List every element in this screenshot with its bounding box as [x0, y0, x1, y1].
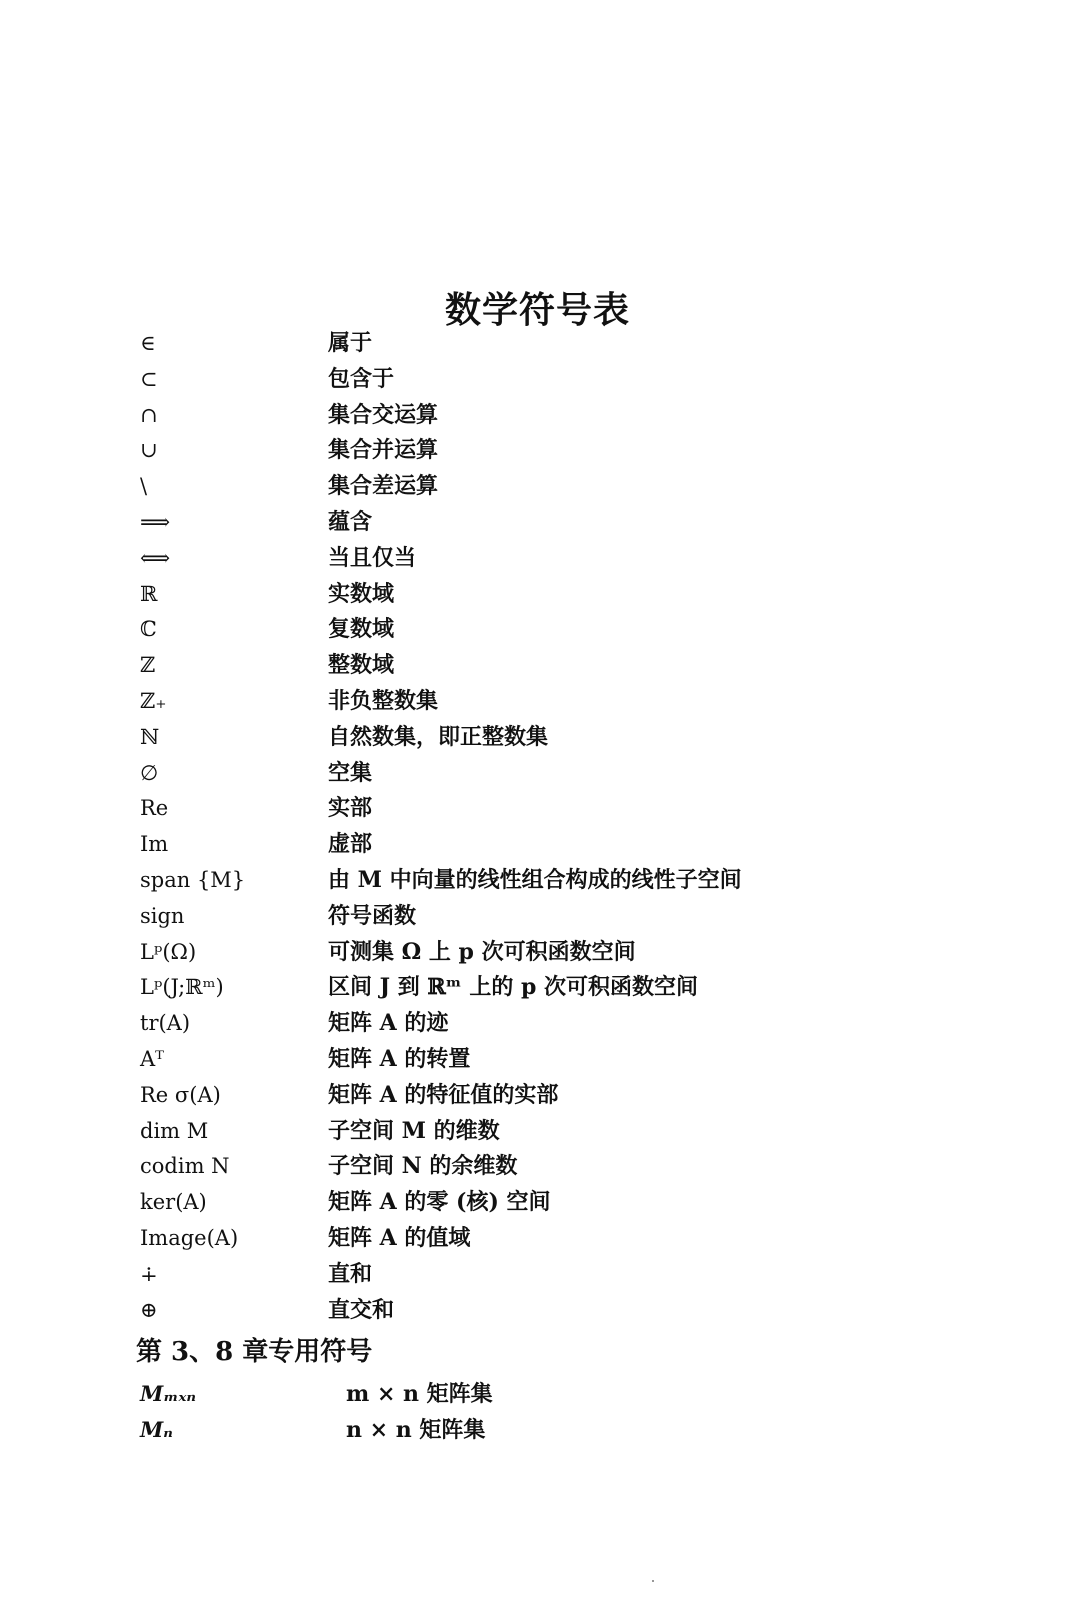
symbol-meaning: 集合交运算: [328, 401, 439, 428]
symbol-meaning: 集合并运算: [328, 437, 439, 464]
symbol: ⟹: [140, 509, 171, 534]
symbol-meaning: 整数域: [328, 652, 395, 679]
symbol-meaning: 符号函数: [328, 902, 417, 929]
symbol: Mₘₓₙ: [140, 1381, 197, 1406]
symbol-row: [0, 1078, 1075, 1114]
symbol-row: [0, 720, 1075, 756]
symbol-row: [0, 1006, 1075, 1042]
symbol-meaning: 直和: [328, 1260, 373, 1287]
symbol-row: [0, 899, 1075, 935]
symbol: Lᵖ(Ω): [140, 939, 197, 964]
symbol: Image(A): [140, 1225, 239, 1250]
symbol-meaning: 自然数集，即正整数集: [328, 723, 549, 750]
symbol-meaning: 矩阵 A 的特征值的实部: [328, 1081, 559, 1108]
symbol-meaning: 实部: [328, 795, 373, 822]
symbol-meaning: 子空间 N 的余维数: [328, 1153, 518, 1180]
symbol-row: [0, 505, 1075, 541]
symbol-table: [0, 326, 1075, 1328]
symbol: ℂ: [140, 617, 157, 642]
symbol: tr(A): [140, 1011, 191, 1036]
symbol: ℤ: [140, 653, 156, 678]
symbol-meaning: 空集: [328, 759, 373, 786]
symbol-meaning: 虚部: [328, 831, 373, 858]
symbol-meaning: 矩阵 A 的迹: [328, 1010, 449, 1037]
symbol-row: [0, 1412, 1075, 1448]
symbol: ∈: [140, 331, 156, 355]
symbol-row: [0, 935, 1075, 971]
symbol-meaning: n × n 矩阵集: [346, 1417, 486, 1443]
symbol-meaning: 复数域: [328, 616, 395, 643]
symbol-row: [0, 362, 1075, 398]
symbol-meaning: 可测集 Ω 上 p 次可积函数空间: [328, 938, 636, 965]
symbol-row: [0, 1221, 1075, 1257]
chapter-symbol-table: [0, 1376, 1075, 1448]
symbol-row: [0, 433, 1075, 469]
symbol-row: [0, 1293, 1075, 1329]
symbol-row: [0, 684, 1075, 720]
symbol-meaning: 区间 J 到 ℝᵐ 上的 p 次可积函数空间: [328, 974, 699, 1001]
symbol-row: [0, 541, 1075, 577]
symbol-meaning: 由 M 中向量的线性组合构成的线性子空间: [328, 866, 742, 893]
symbol: Lᵖ(J;ℝᵐ): [140, 975, 224, 1000]
symbol-meaning: 包含于: [328, 365, 395, 392]
symbol: ⊕: [140, 1297, 158, 1322]
symbol: Re: [140, 796, 169, 821]
symbol-row: [0, 1114, 1075, 1150]
symbol: ⟺: [140, 545, 171, 570]
symbol-meaning: m × n 矩阵集: [346, 1381, 493, 1407]
symbol: Mₙ: [140, 1417, 173, 1442]
symbol-row: [0, 970, 1075, 1006]
symbol: \: [140, 474, 148, 499]
symbol: span {M}: [140, 867, 246, 892]
symbol-row: [0, 648, 1075, 684]
symbol-row: [0, 326, 1075, 362]
symbol-row: [0, 791, 1075, 827]
symbol-meaning: 属于: [328, 330, 373, 356]
symbol: Re σ(A): [140, 1082, 221, 1107]
symbol: codim N: [140, 1154, 230, 1179]
symbol: ∪: [140, 438, 158, 463]
symbol-meaning: 直交和: [328, 1296, 395, 1323]
symbol-row: [0, 863, 1075, 899]
symbol-row: [0, 827, 1075, 863]
symbol-meaning: 矩阵 A 的值域: [328, 1224, 471, 1251]
symbol-row: [0, 469, 1075, 505]
symbol-row: [0, 756, 1075, 792]
symbol: Im: [140, 832, 169, 857]
symbol: ℕ: [140, 724, 160, 749]
symbol: ∔: [140, 1261, 158, 1286]
page-title: 数学符号表: [444, 289, 630, 332]
symbol-meaning: 矩阵 A 的零 (核) 空间: [328, 1189, 551, 1216]
symbol-meaning: 集合差运算: [328, 473, 439, 500]
symbol: ∅: [140, 760, 159, 785]
scan-dot: [652, 1580, 654, 1582]
symbol: ⊂: [140, 366, 158, 391]
symbol-row: [0, 1149, 1075, 1185]
symbol: sign: [140, 903, 185, 928]
symbol-row: [0, 612, 1075, 648]
symbol: ℝ: [140, 581, 158, 606]
symbol: ∩: [140, 402, 158, 427]
symbol-row: [0, 1376, 1075, 1412]
symbol-row: [0, 1042, 1075, 1078]
symbol-meaning: 实数域: [328, 580, 395, 607]
symbol-meaning: 矩阵 A 的转置: [328, 1045, 471, 1072]
section-heading: 第 3、8 章专用符号: [136, 1337, 373, 1367]
symbol-meaning: 蕴含: [328, 508, 373, 535]
symbol-meaning: 子空间 M 的维数: [328, 1117, 500, 1144]
symbol-row: [0, 577, 1075, 613]
symbol-row: [0, 1257, 1075, 1293]
symbol-row: [0, 398, 1075, 434]
symbol: Aᵀ: [140, 1046, 164, 1071]
symbol: dim M: [140, 1118, 209, 1143]
symbol: ℤ₊: [140, 688, 167, 713]
symbol-row: [0, 1185, 1075, 1221]
symbol: ker(A): [140, 1190, 207, 1215]
symbol-meaning: 当且仅当: [328, 544, 417, 571]
symbol-meaning: 非负整数集: [328, 687, 439, 714]
